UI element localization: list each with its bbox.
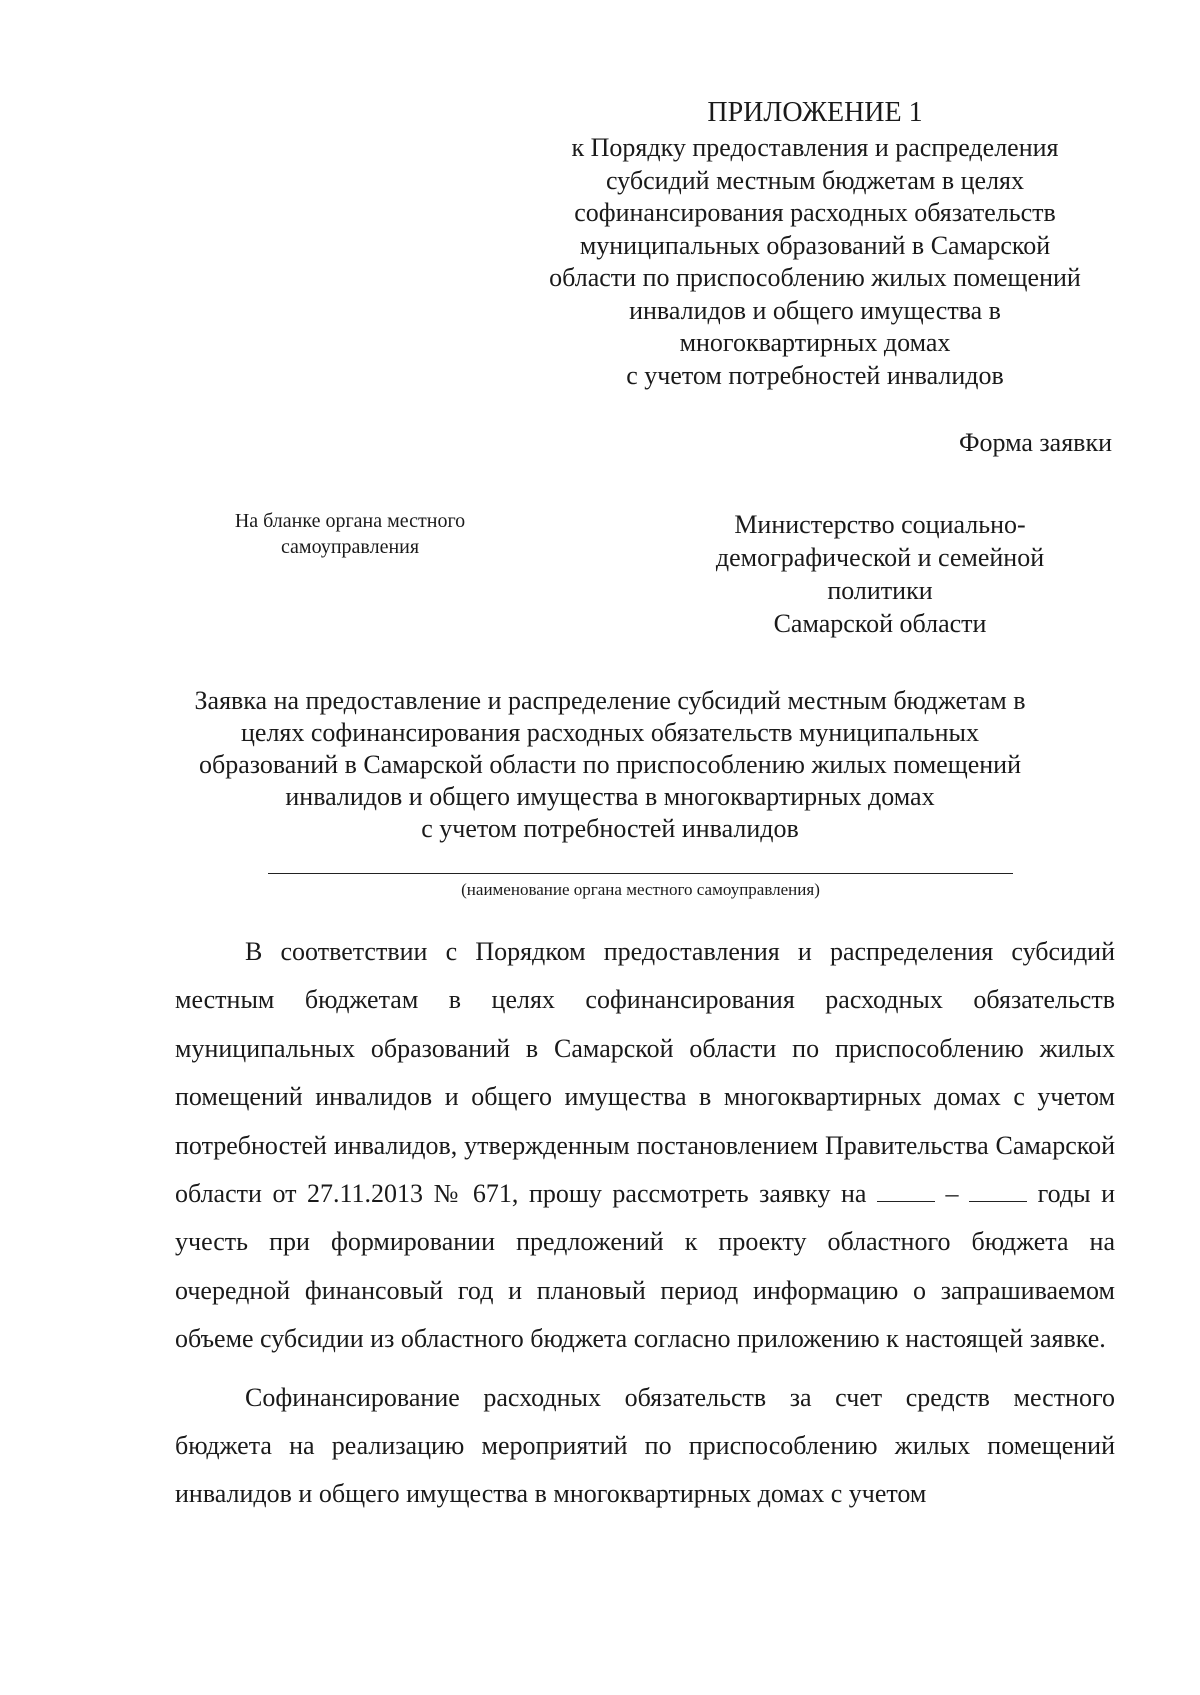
request-title-line: инвалидов и общего имущества в многоквартирных домах: [285, 782, 935, 811]
addressee-block: [675, 508, 1085, 640]
body-paragraph-2: Софинансирование расходных обязательств за счет средств местного бюджета на реализацию мероприятий по приспособлению жилых помещений инвалидов и общего имущества в многоквартирных домах с учетом: [175, 1382, 1115, 1509]
appendix-header: [520, 96, 1110, 392]
appendix-line: многоквартирных домах: [679, 328, 951, 357]
addressee-line: демографической и семейной: [715, 543, 1045, 572]
appendix-line: инвалидов и общего имущества в: [629, 295, 1001, 325]
appendix-line: с учетом потребностей инвалидов: [626, 360, 1004, 390]
letterhead-note: [190, 508, 510, 560]
request-title-line: с учетом потребностей инвалидов: [421, 814, 799, 843]
body-paragraph-1-end: годы и учесть при формировании предложений к проекту областного бюджета на очередной финансовый год и плановый период информацию о запрашиваемом объеме субсидии из областного бюджета согласно приложению к настоящей заявке.: [175, 1179, 1115, 1354]
appendix-title: ПРИЛОЖЕНИЕ 1: [707, 97, 923, 128]
appendix-line: софинансирования расходных обязательств: [574, 198, 1056, 227]
request-title-line: образований в Самарской области по приспособлению жилых помещений: [198, 750, 1022, 779]
letterhead-note-line: На бланке органа местного: [234, 510, 466, 532]
authority-name-caption: (наименование органа местного самоуправления): [461, 880, 820, 899]
body-paragraph-1-start: В соответствии с Порядком предоставления и распределения субсидий местным бюджетам в целях софинансирования расходных обязательств муниципальных образований в Самарской области по приспособлению жилых помещений инвалидов и общего имущества в многоквартирных домах с учетом потребностей инвалидов, утвержденным постановлением Правительства Самарской области от 27.11.2013 № 671, прошу рассмотреть заявку на: [175, 937, 1115, 1209]
form-label: Форма заявки: [958, 428, 1112, 457]
request-title: [150, 685, 1070, 845]
request-title-line: целях софинансирования расходных обязательств муниципальных: [241, 718, 979, 747]
request-title-line: Заявка на предоставление и распределение субсидий местным бюджетам в: [194, 686, 1026, 715]
appendix-line: муниципальных образований в Самарской: [579, 230, 1051, 260]
body-paragraph-1: [175, 928, 1115, 1364]
body-text: [175, 928, 1115, 1519]
year-range-dash: –: [934, 1179, 970, 1209]
appendix-line: субсидий местным бюджетам в целях: [605, 165, 1025, 195]
addressee-line: политики: [827, 576, 933, 605]
appendix-line: области по приспособлению жилых помещений: [549, 263, 1081, 292]
appendix-line: к Порядку предоставления и распределения: [571, 133, 1059, 162]
addressee-line: Министерство социально-: [734, 510, 1026, 539]
authority-name-fill-line: [268, 873, 1013, 874]
addressee-line: Самарской области: [773, 609, 987, 638]
year-from-blank: [877, 1179, 935, 1202]
year-to-blank: [969, 1179, 1027, 1202]
letterhead-note-line: самоуправления: [280, 536, 420, 558]
